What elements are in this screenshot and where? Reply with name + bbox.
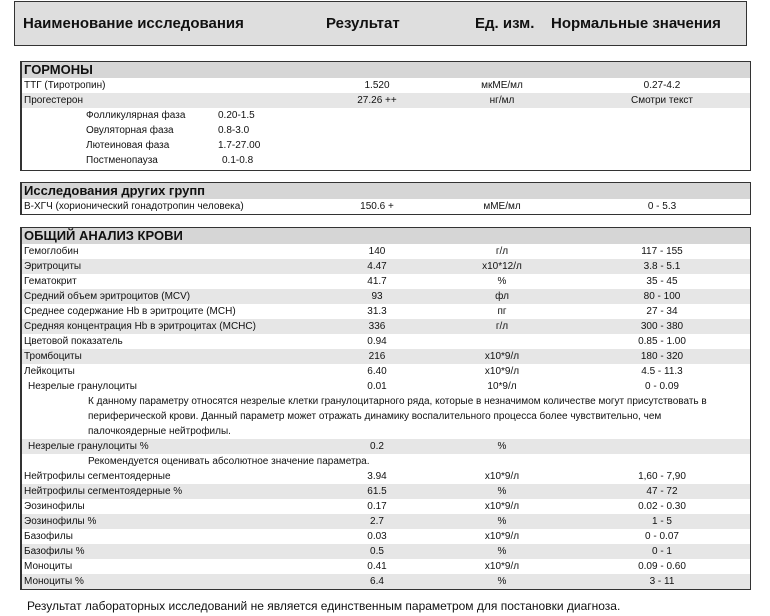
table-row [22, 484, 750, 499]
row-result: 0.03 [367, 531, 387, 542]
row-norm: 0 - 1 [651, 546, 672, 557]
row-norm: 3 - 11 [649, 576, 675, 587]
row-unit: x10*12/л [482, 261, 522, 272]
phase-value: 0.8-3.0 [218, 125, 250, 136]
table-row [22, 319, 750, 334]
row-norm: 1 - 5 [651, 516, 672, 527]
phase-name: Лютеиновая фаза [86, 140, 170, 151]
row-unit: x10*9/л [484, 531, 520, 542]
row-result: 0.2 [370, 441, 384, 452]
row-name: Эозинофилы % [24, 516, 97, 527]
row-norm: 0 - 0.09 [645, 381, 679, 392]
row-unit: фл [495, 291, 509, 302]
header-name: Наименование исследования [23, 15, 244, 32]
row-norm: 35 - 45 [646, 276, 678, 287]
row-unit: нг/мл [489, 95, 515, 106]
row-result: 6.4 [370, 576, 384, 587]
footer-disclaimer: Результат лабораторных исследований не является единственным параметром для постановки диагноза. [27, 599, 621, 613]
row-unit: x10*9/л [484, 561, 520, 572]
phase-row [22, 138, 750, 153]
phase-value: 0.1-0.8 [222, 155, 254, 166]
row-norm: 0.85 - 1.00 [638, 336, 686, 347]
row-unit: x10*9/л [484, 351, 520, 362]
row-result: 93 [371, 291, 383, 302]
row-unit: % [497, 576, 507, 587]
row-result: 0.41 [367, 561, 387, 572]
table-row [22, 439, 750, 454]
row-norm: 0.02 - 0.30 [638, 501, 686, 512]
section-hormones [20, 61, 751, 171]
row-name: Моноциты % [24, 576, 84, 587]
phase-value: 0.20-1.5 [218, 110, 255, 121]
row-note: Рекомендуется оценивать абсолютное значение параметра. [88, 456, 370, 467]
row-result: 2.7 [370, 516, 384, 527]
row-result: 0.01 [367, 381, 387, 392]
row-norm: 0 - 5.3 [647, 201, 677, 212]
row-unit: 10*9/л [487, 381, 517, 392]
table-row [22, 304, 750, 319]
section-blood [20, 227, 751, 590]
row-name: Нейтрофилы сегментоядерные [24, 471, 171, 482]
row-note: К данному параметру относятся незрелые клетки гранулоцитарного ряда, которые в незначимом количестве могут присутствовать в периферической крови. Данный параметр может отражать динамику воспалительного процесса более чувствительно, чем палочкоядерные нейтрофилы. [88, 396, 707, 437]
row-unit: % [497, 276, 507, 287]
table-row [22, 93, 750, 108]
table-row [22, 244, 750, 259]
row-name: Незрелые гранулоциты % [28, 441, 149, 452]
phase-name: Постменопауза [86, 155, 158, 166]
row-name: Моноциты [24, 561, 73, 572]
row-norm: 27 - 34 [646, 306, 678, 317]
row-result: 336 [368, 321, 386, 332]
row-unit: x10*9/л [484, 501, 520, 512]
row-norm: 80 - 100 [643, 291, 681, 302]
phase-row [22, 108, 750, 123]
row-norm: 3.8 - 5.1 [643, 261, 681, 272]
row-result: 0.5 [370, 546, 384, 557]
row-unit: % [497, 441, 507, 452]
table-row [22, 574, 750, 589]
row-norm: Смотри текст [630, 95, 694, 106]
table-header [14, 1, 747, 46]
row-name: Прогестерон [24, 95, 83, 106]
row-name: Эозинофилы [24, 501, 85, 512]
row-result: 41.7 [367, 276, 387, 287]
table-row [22, 514, 750, 529]
row-name: Среднее содержание Hb в эритроците (MCH) [24, 306, 236, 317]
row-unit: x10*9/л [484, 366, 520, 377]
phase-name: Фолликулярная фаза [86, 110, 186, 121]
row-name: Средняя концентрация Hb в эритроцитах (MCHC) [24, 321, 256, 332]
row-result: 27.26 ++ [357, 95, 397, 106]
row-norm: 4.5 - 11.3 [641, 366, 683, 377]
table-row [22, 469, 750, 484]
table-row [22, 289, 750, 304]
header-norm: Нормальные значения [551, 15, 721, 32]
table-row [22, 199, 750, 214]
row-norm: 0.09 - 0.60 [638, 561, 686, 572]
row-name: B-ХГЧ (хорионический гонадотропин человека) [24, 201, 244, 212]
row-result: 3.94 [367, 471, 387, 482]
row-unit: % [497, 486, 507, 497]
phase-row [22, 123, 750, 138]
row-name: Базофилы [24, 531, 73, 542]
row-name: Гемоглобин [24, 246, 79, 257]
row-result: 216 [368, 351, 386, 362]
table-row [22, 559, 750, 574]
row-norm: 180 - 320 [640, 351, 684, 362]
row-result: 140 [368, 246, 386, 257]
phase-name: Овуляторная фаза [86, 125, 174, 136]
row-name: Цветовой показатель [24, 336, 123, 347]
table-row [22, 334, 750, 349]
section-title: Исследования других групп [22, 183, 750, 199]
section-other [20, 182, 751, 215]
row-norm: 300 - 380 [640, 321, 684, 332]
row-result: 4.47 [367, 261, 387, 272]
row-name: Гематокрит [24, 276, 77, 287]
header-unit: Ед. изм. [475, 15, 535, 32]
phase-row [22, 153, 750, 170]
row-norm: 47 - 72 [646, 486, 678, 497]
row-unit: x10*9/л [484, 471, 520, 482]
table-row [22, 364, 750, 379]
row-unit: пг [497, 306, 507, 317]
table-row [22, 379, 750, 394]
row-result: 1.520 [364, 80, 390, 91]
table-row [22, 274, 750, 289]
row-name: Средний объем эритроцитов (MCV) [24, 291, 191, 302]
row-unit: % [497, 516, 507, 527]
row-name: Незрелые гранулоциты [28, 381, 137, 392]
row-name: ТТГ (Тиротропин) [24, 80, 106, 91]
row-name: Лейкоциты [24, 366, 75, 377]
row-result: 6.40 [367, 366, 387, 377]
row-name: Тромбоциты [24, 351, 82, 362]
row-result: 31.3 [367, 306, 387, 317]
row-unit: мМЕ/мл [483, 201, 521, 212]
row-unit: г/л [495, 246, 509, 257]
row-name: Нейтрофилы сегментоядерные % [24, 486, 183, 497]
row-norm: 1,60 - 7,90 [638, 471, 686, 482]
table-row [22, 499, 750, 514]
row-result: 150.6 + [360, 201, 394, 212]
row-result: 0.17 [367, 501, 387, 512]
header-result: Результат [326, 15, 400, 32]
table-row [22, 349, 750, 364]
row-result: 61.5 [367, 486, 387, 497]
row-norm: 0.27-4.2 [643, 80, 681, 91]
table-row [22, 529, 750, 544]
phase-value: 1.7-27.00 [218, 140, 261, 151]
table-row [22, 78, 750, 93]
row-norm: 0 - 0.07 [645, 531, 679, 542]
table-row [22, 259, 750, 274]
row-name: Базофилы % [24, 546, 85, 557]
row-unit: мкМЕ/мл [481, 80, 523, 91]
row-unit: г/л [495, 321, 509, 332]
table-row [22, 544, 750, 559]
row-name: Эритроциты [24, 261, 82, 272]
row-norm: 117 - 155 [641, 246, 683, 257]
row-result: 0.94 [367, 336, 387, 347]
section-title: ГОРМОНЫ [22, 62, 750, 78]
row-unit: % [497, 546, 507, 557]
section-title: ОБЩИЙ АНАЛИЗ КРОВИ [22, 228, 750, 244]
